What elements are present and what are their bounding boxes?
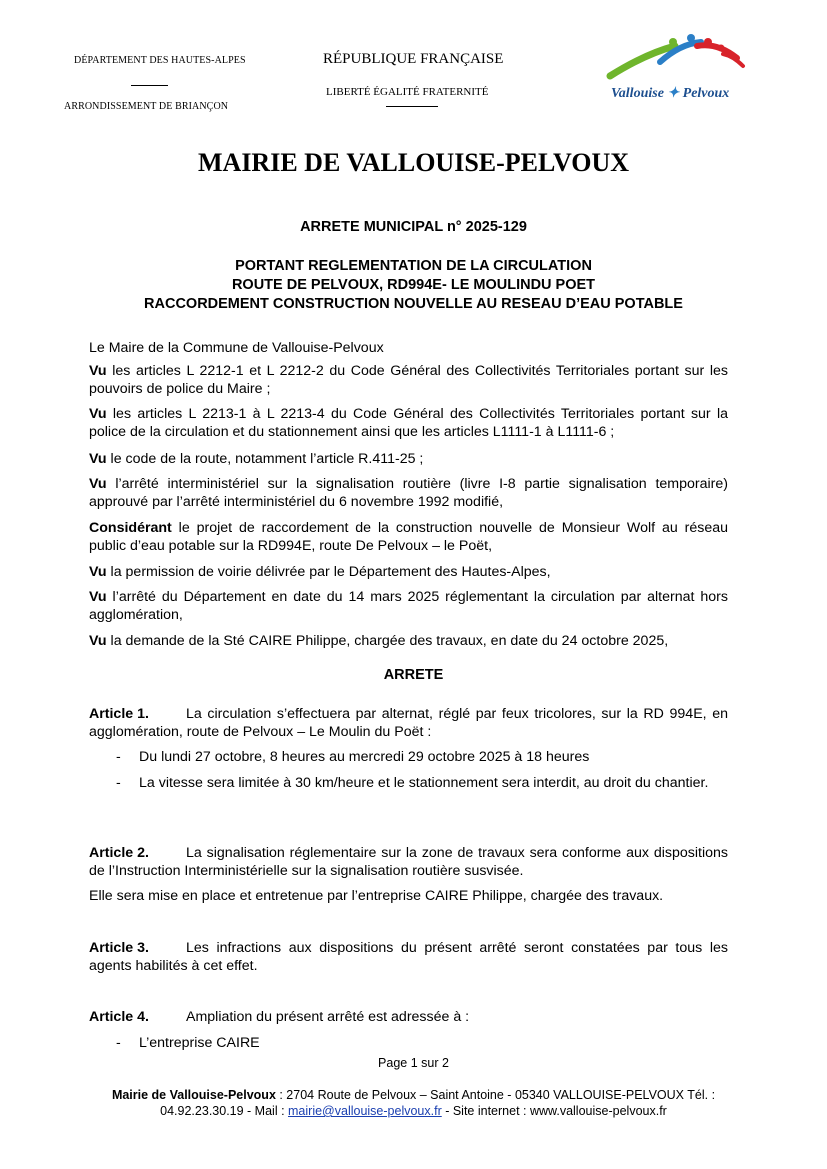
footer-line-2 (0, 1104, 827, 1118)
vu-text: la demande de la Sté CAIRE Philippe, chargée des travaux, en date du 24 octobre 2025, (106, 633, 669, 649)
vu-paragraph-7 (89, 588, 728, 624)
article-2-label: Article 2. (89, 845, 149, 861)
logo-text-right: Pelvoux (682, 86, 730, 101)
article-2-text: La signalisation réglementaire sur la zone de travaux sera conforme aux dispositions de l’Instruction Interministérielle sur la signalisation routière susvisée. (89, 845, 728, 879)
vu-keyword: Vu (89, 476, 107, 492)
article-1-bullet-1: Du lundi 27 octobre, 8 heures au mercredi 29 octobre 2025 à 18 heures (139, 749, 590, 765)
footer-phone: 04.92.23.30.19 - Mail : (160, 1104, 289, 1118)
vu-text: les articles L 2212-1 et L 2212-2 du Code Général des Collectivités Territoriales portant sur les pouvoirs de police du Maire ; (89, 363, 728, 397)
subject-line-2: ROUTE DE PELVOUX, RD994E- LE MOULINDU POET (231, 277, 596, 293)
logo-text-left: Vallouise (611, 86, 664, 101)
vu-text: la permission de voirie délivrée par le Département des Hautes-Alpes, (106, 564, 551, 580)
logo-wordmark (611, 85, 729, 102)
footer-line-1 (0, 1088, 827, 1102)
article-4-text: Ampliation du présent arrêté est adressée à : (186, 1009, 470, 1025)
article-3 (89, 939, 728, 975)
article-1-bullet-2: La vitesse sera limitée à 30 km/heure et le stationnement sera interdit, au droit du chantier. (139, 775, 709, 791)
vu-text: l’arrêté interministériel sur la signalisation routière (livre I-8 partie signalisation temporaire) approuvé par l’arrêté interministériel du 6 novembre 1992 modifié, (89, 476, 728, 510)
considerant-text: le projet de raccordement de la construction nouvelle de Monsieur Wolf au réseau public d’eau potable sur la RD994E, route De Pelvoux – le Poët, (89, 520, 728, 554)
preamble-intro: Le Maire de la Commune de Vallouise-Pelvoux (89, 340, 384, 356)
page-number: Page 1 sur 2 (378, 1056, 449, 1070)
bullet-dash: - (116, 749, 121, 765)
vu-paragraph-2 (89, 405, 728, 441)
vallouise-pelvoux-logo (605, 32, 765, 106)
article-2-text-2: Elle sera mise en place et entretenue par l’entreprise CAIRE Philippe, chargée des travaux. (89, 888, 664, 904)
vu-paragraph-8 (89, 632, 728, 650)
vu-keyword: Vu (89, 451, 107, 467)
considerant-keyword: Considérant (89, 520, 172, 536)
vu-text: le code de la route, notamment l’article R.411-25 ; (106, 451, 424, 467)
article-1 (89, 705, 728, 741)
vu-paragraph-4 (89, 475, 728, 511)
vu-keyword: Vu (89, 406, 107, 422)
article-2 (89, 844, 728, 880)
arrondissement-label: ARRONDISSEMENT DE BRIANÇON (64, 101, 229, 112)
subject-line-3: RACCORDEMENT CONSTRUCTION NOUVELLE AU RESEAU D’EAU POTABLE (144, 296, 683, 312)
vu-text: l’arrêté du Département en date du 14 mars 2025 réglementant la circulation par alternat hors agglomération, (89, 589, 728, 623)
vu-keyword: Vu (89, 589, 107, 605)
departement-label: DÉPARTEMENT DES HAUTES-ALPES (74, 55, 246, 66)
footer-email-link[interactable]: mairie@vallouise-pelvoux.fr (288, 1104, 442, 1118)
vu-keyword: Vu (89, 564, 107, 580)
header-left-divider (131, 85, 168, 86)
arrete-heading: ARRETE (383, 667, 444, 683)
article-3-text: Les infractions aux dispositions du présent arrêté seront constatées par tous les agents habilités à cet effet. (89, 940, 728, 974)
footer-site: - Site internet : www.vallouise-pelvoux.fr (441, 1104, 667, 1118)
vu-paragraph-1 (89, 362, 728, 398)
article-1-label: Article 1. (89, 706, 149, 722)
logo-figures-icon (605, 32, 765, 84)
article-4-bullet-1: L’entreprise CAIRE (139, 1035, 260, 1051)
republique-label: RÉPUBLIQUE FRANÇAISE (323, 51, 504, 67)
footer-address: : 2704 Route de Pelvoux – Saint Antoine - 05340 VALLOUISE-PELVOUX Tél. : (275, 1088, 716, 1102)
article-4-label: Article 4. (89, 1009, 149, 1025)
vu-paragraph-6 (89, 563, 728, 581)
bullet-dash: - (116, 775, 121, 791)
logo-star-icon: ✦ (667, 86, 680, 101)
vu-keyword: Vu (89, 633, 107, 649)
bullet-dash: - (116, 1035, 121, 1051)
mairie-title: MAIRIE DE VALLOUISE-PELVOUX (198, 148, 629, 177)
considerant-paragraph (89, 519, 728, 555)
header-center-divider (386, 106, 438, 107)
subject-line-1: PORTANT REGLEMENTATION DE LA CIRCULATION (235, 258, 592, 274)
arrete-number: ARRETE MUNICIPAL n° 2025-129 (300, 219, 527, 235)
footer-mairie-name: Mairie de Vallouise-Pelvoux (111, 1088, 276, 1102)
article-1-text: La circulation s’effectuera par alternat, réglé par feux tricolores, sur la RD 994E, en agglomération, route de Pelvoux – Le Moulin du Poët : (89, 706, 728, 740)
devise-label: LIBERTÉ ÉGALITÉ FRATERNITÉ (326, 86, 489, 98)
vu-paragraph-3 (89, 450, 728, 468)
vu-text: les articles L 2213-1 à L 2213-4 du Code Général des Collectivités Territoriales portant sur la police de la circulation et du stationnement ainsi que les articles L1111-1 à L1111-6 ; (89, 406, 728, 440)
vu-keyword: Vu (89, 363, 107, 379)
article-3-label: Article 3. (89, 940, 149, 956)
